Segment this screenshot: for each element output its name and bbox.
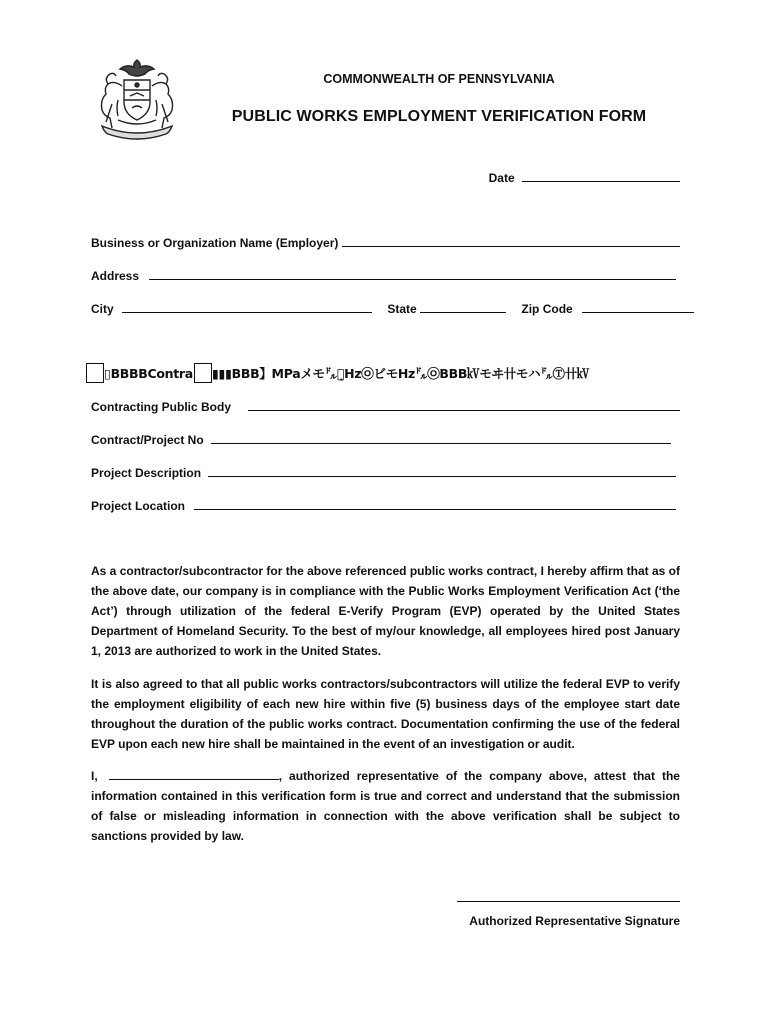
project-description-label: Project Description — [91, 466, 202, 480]
project-description-field[interactable] — [208, 465, 676, 477]
form-title: PUBLIC WORKS EMPLOYMENT VERIFICATION FORM — [231, 108, 647, 125]
address-field[interactable] — [149, 268, 676, 280]
attestation-text: , authorized representative of the company above, attest that the information contained in this verification form is true and correct and understand that the submission of false or misleading information in connection with the above verification shall be subject to sanctions provided by law. — [91, 769, 680, 843]
contractor-checkbox-label: ▯BBBBContra — [104, 365, 193, 381]
affirmation-paragraph — [91, 561, 680, 661]
city-label: City — [91, 302, 114, 316]
project-location-label: Project Location — [91, 499, 186, 513]
city-state-zip-row — [91, 301, 694, 316]
signature-field[interactable] — [457, 901, 680, 902]
attestation-prefix: I, — [91, 769, 98, 783]
contractor-checkbox[interactable] — [86, 363, 104, 383]
address-row — [91, 268, 676, 283]
employer-name-label: Business or Organization Name (Employer) — [91, 236, 339, 250]
contract-no-label: Contract/Project No — [91, 433, 204, 447]
zip-field[interactable] — [582, 301, 694, 313]
contract-no-row — [91, 432, 671, 447]
state-label: State — [387, 302, 417, 316]
subcontractor-checkbox[interactable] — [194, 363, 212, 383]
attestation-paragraph — [91, 766, 680, 846]
state-field[interactable] — [420, 301, 506, 313]
representative-name-field[interactable] — [109, 768, 279, 780]
agreement-text: It is also agreed to that all public works contractors/subcontractors will utilize the federal EVP to verify the employment eligibility of each new hire within five (5) business days of the employee start date throughout the duration of the public works contract. Documentation confirming the use of the federal EVP upon each new hire shall be maintained in the event of an investigation or audit. — [91, 677, 680, 751]
public-body-label: Contracting Public Body — [91, 400, 232, 414]
employer-name-field[interactable] — [342, 235, 680, 247]
affirmation-text: As a contractor/subcontractor for the above referenced public works contract, I hereby affirm that as of the above date, our company is in compliance with the Public Works Employment Verification Act (‘the Act’) through utilization of the federal E-Verify Program (EVP) operated by the United States Department of Homeland Security. To the best of my/our knowledge, all employees hired post January 1, 2013 are authorized to work in the United States. — [91, 564, 680, 658]
pennsylvania-seal — [88, 56, 186, 140]
city-field[interactable] — [122, 301, 372, 313]
subcontractor-checkbox-label: ▮▮▮BBB】MPaメモ㌦Ⓣ̣Hz㉧ビモHz㌦㉧BBB㎸モヰ卄モハ㌦Ⓣ卄㎸ — [211, 366, 590, 381]
public-body-field[interactable] — [248, 399, 680, 411]
employer-name-row — [91, 235, 680, 250]
project-location-row — [91, 498, 676, 513]
signature-label: Authorized Representative Signature — [469, 914, 680, 928]
project-location-field[interactable] — [194, 498, 676, 510]
contract-no-field[interactable] — [211, 432, 671, 444]
address-label: Address — [91, 269, 140, 283]
public-body-row — [91, 399, 680, 414]
date-label: Date — [488, 171, 515, 185]
date-field-row — [489, 170, 680, 185]
agreement-paragraph — [91, 674, 680, 754]
contractor-checkbox-row — [86, 362, 589, 384]
project-description-row — [91, 465, 676, 480]
commonwealth-heading: COMMONWEALTH OF PENNSYLVANIA — [323, 72, 555, 86]
date-field[interactable] — [522, 170, 680, 182]
zip-label: Zip Code — [521, 302, 573, 316]
